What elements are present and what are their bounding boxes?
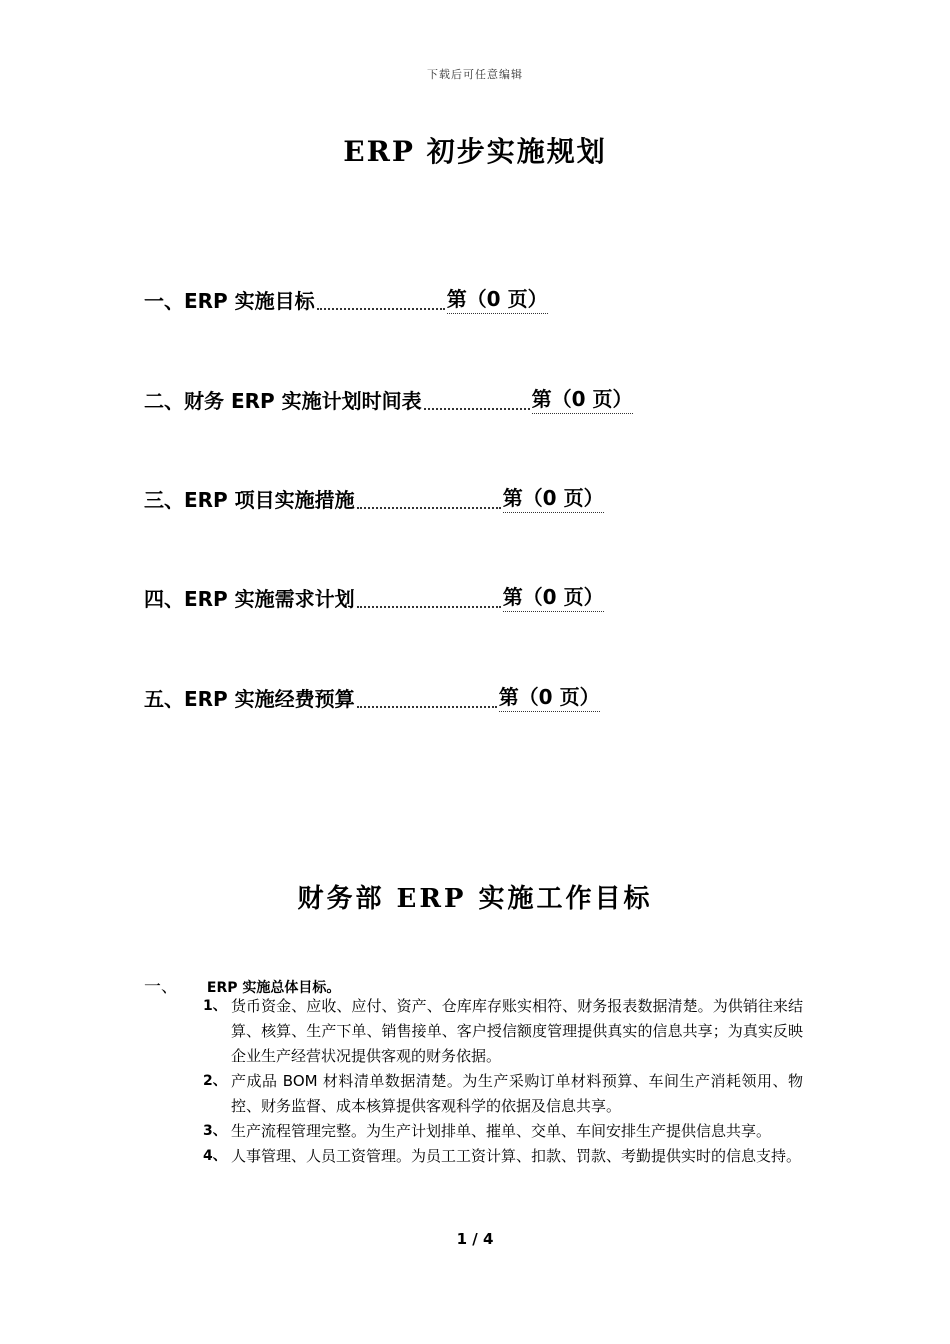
toc-entry-text: 五、ERP 实施经费预算	[144, 687, 355, 711]
toc-entry-2[interactable]	[144, 384, 633, 414]
section-title: 财务部 ERP 实施工作目标	[297, 884, 653, 914]
toc-entry-5[interactable]	[144, 682, 600, 712]
header-note: 下载后可任意编辑	[427, 68, 523, 81]
toc-entry-page: 第（0 页）	[503, 581, 604, 612]
toc-leader-dots	[424, 408, 530, 410]
toc-entry-page: 第（0 页）	[499, 681, 600, 712]
goal-list	[203, 994, 803, 1169]
list-item	[203, 1069, 803, 1119]
goal-heading-number: 一、	[144, 977, 178, 997]
list-item-number: 2、	[203, 1073, 227, 1089]
goal-heading-text: ERP 实施总体目标。	[206, 980, 341, 996]
list-item-text: 产成品 BOM 材料清单数据清楚。为生产采购订单材料预算、车间生产消耗领用、物控、财务监督、成本核算提供客观科学的依据及信息共享。	[231, 1072, 803, 1115]
toc-entry-text: 四、ERP 实施需求计划	[144, 587, 355, 611]
list-item-number: 3、	[203, 1123, 227, 1139]
toc-leader-dots	[357, 606, 501, 608]
toc-leader-dots	[357, 706, 497, 708]
toc-entry-page: 第（0 页）	[503, 482, 604, 513]
toc-entry-text: 二、财务 ERP 实施计划时间表	[144, 389, 422, 413]
list-item-text: 人事管理、人员工资管理。为员工工资计算、扣款、罚款、考勤提供实时的信息支持。	[231, 1147, 802, 1165]
toc-leader-dots	[357, 507, 501, 509]
toc-entry-text: 一、ERP 实施目标	[144, 289, 315, 313]
page-number: 1 / 4	[456, 1230, 494, 1248]
toc-entry-text: 三、ERP 项目实施措施	[144, 488, 355, 512]
list-item-number: 4、	[203, 1148, 227, 1164]
list-item-number: 1、	[203, 998, 227, 1014]
toc-entry-4[interactable]	[144, 582, 604, 612]
toc-entry-page: 第（0 页）	[447, 283, 548, 314]
document-title: ERP 初步实施规划	[343, 135, 607, 168]
list-item	[203, 1144, 803, 1169]
toc-entry-3[interactable]	[144, 483, 604, 513]
list-item	[203, 1119, 803, 1144]
list-item	[203, 994, 803, 1069]
toc-entry-1[interactable]	[144, 284, 548, 314]
list-item-text: 货币资金、应收、应付、资产、仓库库存账实相符、财务报表数据清楚。为供销往来结算、核算、生产下单、销售接单、客户授信额度管理提供真实的信息共享；为真实反映企业生产经营状况提供客观的财务依据。	[231, 997, 803, 1065]
toc-leader-dots	[317, 308, 445, 310]
toc-entry-page: 第（0 页）	[532, 383, 633, 414]
list-item-text: 生产流程管理完整。为生产计划排单、摧单、交单、车间安排生产提供信息共享。	[231, 1122, 772, 1140]
